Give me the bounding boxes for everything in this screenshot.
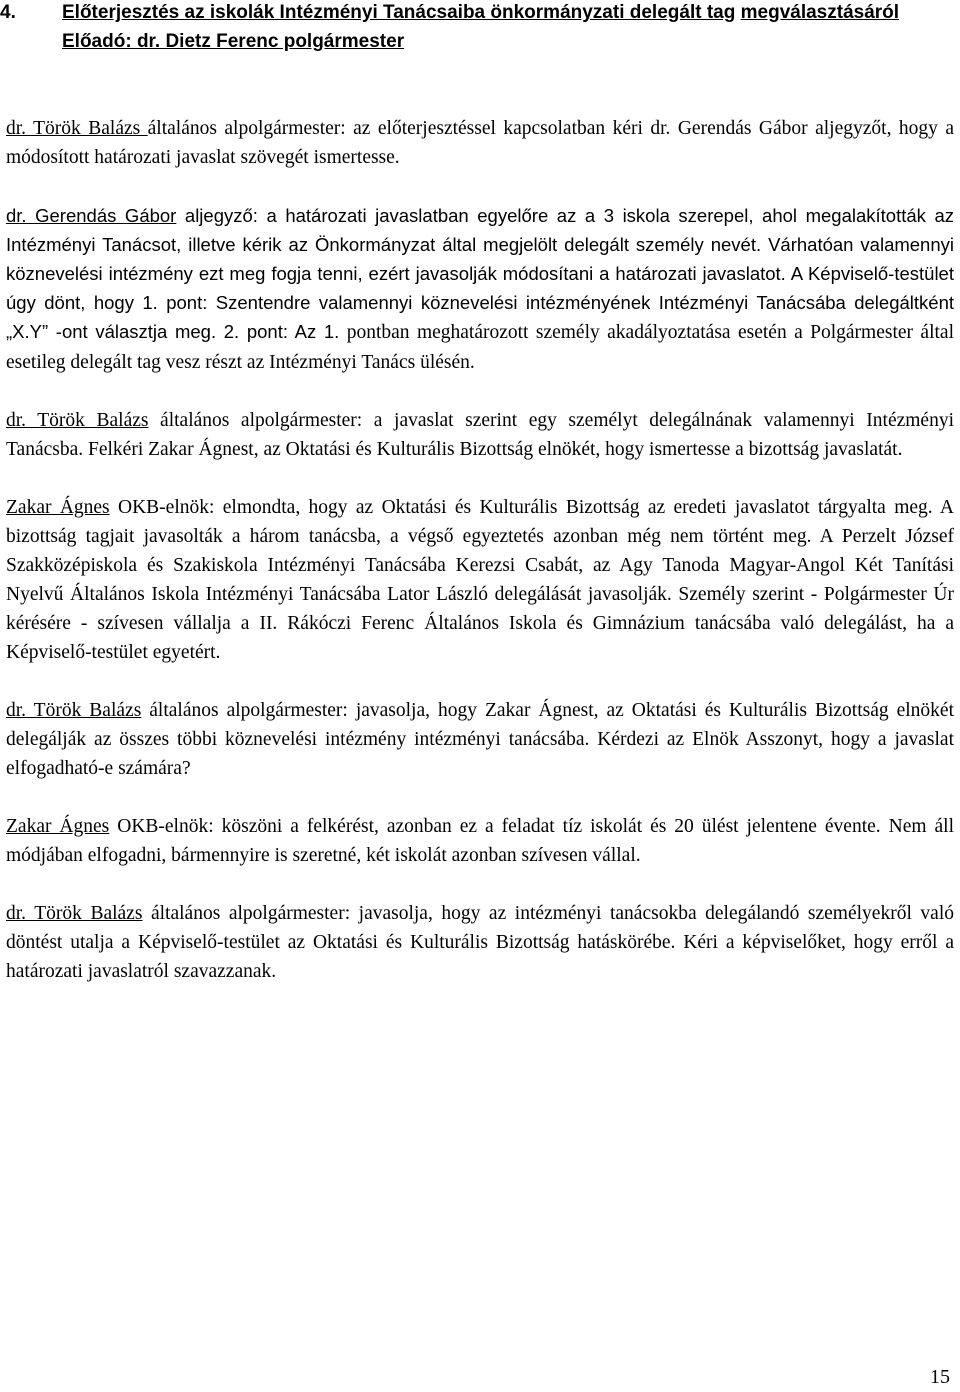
paragraph-text-sans: aljegyző: a határozati javaslatban egyelőre az a 3 iskola szerepel, ahol megalakították az Intézményi Tanácsot, illetve kérik az Önkormányzat által megjelölt delegált személy nevét. Várhatóan valamennyi köznevelési intézmény ezt meg fogja tenni, ezért javasolják módosítani a határozati javaslatot. A Képviselő-testület úgy dönt, hogy 1. pont: Szentendre valamennyi köznevelési intézményének Intézményi Tanácsába delegáltként „X.Y” -ont választja meg. 2. pont: Az 1. — [6, 205, 954, 342]
agenda-presenter: Előadó: dr. Dietz Ferenc polgármester — [62, 31, 405, 52]
agenda-heading — [0, 0, 954, 56]
agenda-title: Előterjesztés az iskolák Intézményi Tanácsaiba önkormányzati delegált tag — [62, 2, 736, 23]
paragraph-2 — [6, 201, 954, 377]
paragraph-7 — [6, 899, 954, 986]
paragraph-text: OKB-elnök: elmondta, hogy az Oktatási és Kulturális Bizottság az eredeti javaslatot tárgyalta meg. A bizottság tagjait javasolták a három tanácsba, a végső egyeztetés azonban még nem történt meg. A Perzelt József Szakközépiskola és Szakiskola Intézményi Tanácsába Kerezsi Csabát, az Agy Tanoda Magyar-Angol Két Tanítási Nyelvű Általános Iskola Intézményi Tanácsába Lator László delegálását javasolják. Személy szerint - Polgármester Úr kérésére - szívesen vállalja a II. Rákóczi Ferenc Általános Iskola és Gimnázium tanácsába való delegálást, ha a Képviselő-testület egyetért. — [6, 497, 954, 663]
paragraph-text: pontban meghatározott személy akadályoztatása esetén a Polgármester által esetileg delegált tag vesz részt az Intézményi Tanács ülésén. — [6, 322, 954, 373]
paragraph-text: OKB-elnök: köszöni a felkérést, azonban ez a feladat tíz iskolát és 20 ülést jelentene évente. Nem áll módjában elfogadni, bármennyire is szeretné, két iskolát azonban szívesen vállal. — [6, 816, 954, 866]
paragraph-3 — [6, 406, 954, 464]
agenda-number: 4. — [0, 2, 16, 23]
speaker-name: dr. Török Balázs — [6, 410, 149, 431]
paragraph-text: általános alpolgármester: javasolja, hogy Zakar Ágnest, az Oktatási és Kulturális Bizottság elnökét delegálják az összes többi köznevelési intézmény intézményi tanácsába. Kérdezi az Elnök Asszonyt, hogy a javaslat elfogadható-e számára? — [6, 700, 954, 779]
speaker-name: dr. Gerendás Gábor — [6, 205, 177, 226]
paragraph-text: általános alpolgármester: az előterjesztéssel kapcsolatban kéri dr. Gerendás Gábor aljegyzőt, hogy a módosított határozati javaslat szövegét ismertesse. — [6, 118, 954, 168]
speaker-name: Zakar Ágnes — [6, 816, 110, 837]
speaker-name: dr. Török Balázs — [6, 700, 142, 721]
page-number: 15 — [930, 1366, 950, 1388]
paragraph-6 — [6, 812, 954, 870]
speaker-name: dr. Török Balázs — [6, 118, 148, 139]
paragraph-1 — [6, 114, 954, 172]
speaker-name: Zakar Ágnes — [6, 497, 110, 518]
paragraph-text: általános alpolgármester: a javaslat szerint egy személyt delegálnának valamennyi Intézményi Tanácsba. Felkéri Zakar Ágnest, az Oktatási és Kulturális Bizottság elnökét, hogy ismertesse a bizottság javaslatát. — [6, 410, 954, 460]
speaker-name: dr. Török Balázs — [6, 903, 143, 924]
paragraph-5 — [6, 696, 954, 783]
paragraph-text: általános alpolgármester: javasolja, hogy az intézményi tanácsokba delegálandó személyekről való döntést utalja a Képviselő-testület az Oktatási és Kulturális Bizottság hatáskörébe. Kéri a képviselőket, hogy erről a határozati javaslatról szavazzanak. — [6, 903, 954, 982]
agenda-title-continued: megválasztásáról — [740, 2, 900, 23]
paragraph-4 — [6, 493, 954, 667]
